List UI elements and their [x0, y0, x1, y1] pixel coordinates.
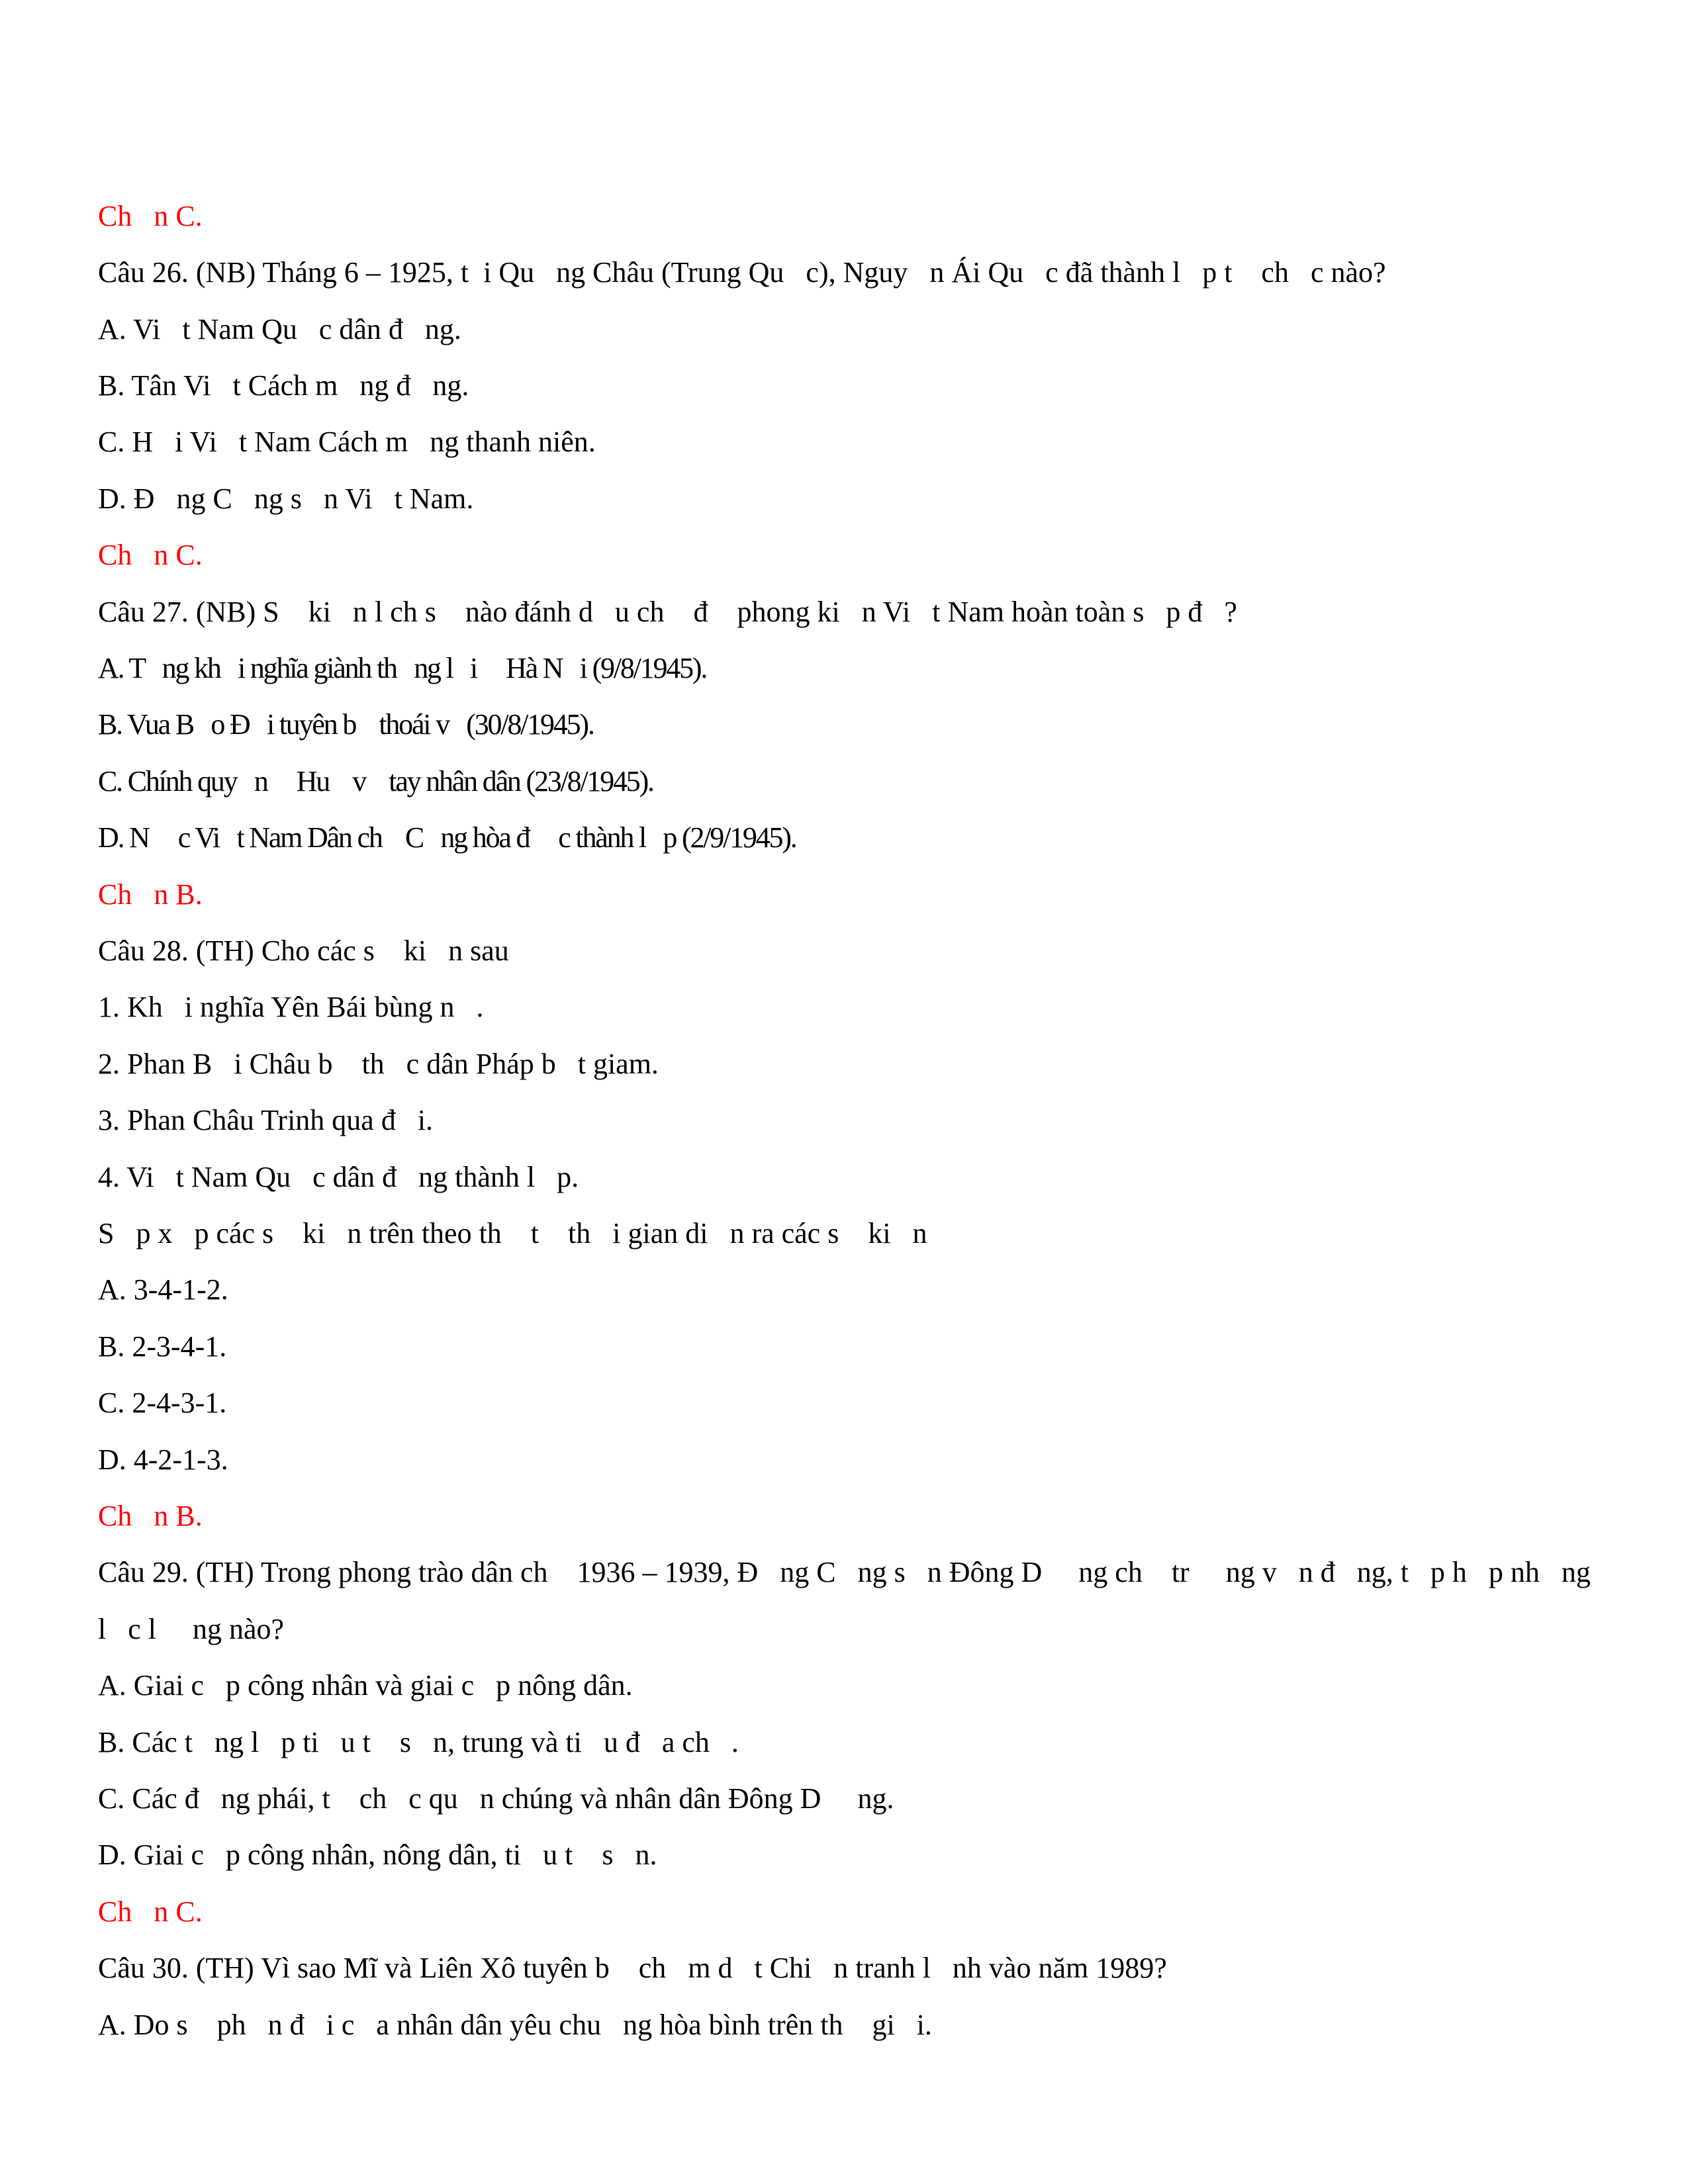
option-26-b: B. Tân Vi t Cách m ng đ ng. — [98, 369, 469, 402]
event-item-3: 3. Phan Châu Trinh qua đ i. — [98, 1104, 434, 1136]
option-30-a: A. Do s ph n đ i c a nhân dân yêu chu ng hòa bình trên th gi i. — [98, 2009, 932, 2041]
question-26: Câu 26. (NB) Tháng 6 – 1925, t i Qu ng Châu (Trung Qu c), Nguy n Ái Qu c đã thành l p t ch c nào? — [98, 256, 1386, 289]
question-27: Câu 27. (NB) S ki n l ch s nào đánh d u ch đ phong ki n Vi t Nam hoàn toàn s p đ ? — [98, 596, 1237, 628]
question-29: Câu 29. (TH) Trong phong trào dân ch 1936 – 1939, Đ ng C ng s n Đông D ng ch tr ng v n đ ng, t p h p nh ng — [98, 1556, 1591, 1588]
option-26-d: D. Đ ng C ng s n Vi t Nam. — [98, 482, 474, 515]
event-item-2: 2. Phan B i Châu b th c dân Pháp b t giam. — [98, 1048, 659, 1080]
option-27-b: B. Vua B o Đ i tuyên b thoái v (30/8/1945). — [98, 708, 594, 741]
option-28-d: D. 4-2-1-3. — [98, 1443, 228, 1476]
option-26-c: C. H i Vi t Nam Cách m ng thanh niên. — [98, 426, 596, 458]
option-28-a: A. 3-4-1-2. — [98, 1273, 228, 1306]
answer-line-q25: Ch n C. — [98, 200, 203, 232]
answer-line-q27: Ch n B. — [98, 878, 203, 911]
option-26-a: A. Vi t Nam Qu c dân đ ng. — [98, 313, 461, 345]
question-30: Câu 30. (TH) Vì sao Mĩ và Liên Xô tuyên b ch m d t Chi n tranh l nh vào năm 1989? — [98, 1952, 1167, 1984]
option-29-c: C. Các đ ng phái, t ch c qu n chúng và nhân dân Đông D ng. — [98, 1782, 894, 1815]
option-29-a: A. Giai c p công nhân và giai c p nông dân. — [98, 1669, 633, 1702]
question-28-instruction: S p x p các s ki n trên theo th t th i gian di n ra các s ki n — [98, 1217, 927, 1250]
answer-line-q28: Ch n B. — [98, 1500, 203, 1532]
option-28-c: C. 2-4-3-1. — [98, 1387, 227, 1419]
option-29-b: B. Các t ng l p ti u t s n, trung và ti u đ a ch . — [98, 1726, 739, 1758]
event-item-1: 1. Kh i nghĩa Yên Bái bùng n . — [98, 991, 484, 1023]
answer-line-q29: Ch n C. — [98, 1895, 203, 1928]
option-27-d: D. N c Vi t Nam Dân ch C ng hòa đ c thành l p (2/9/1945). — [98, 821, 796, 854]
event-item-4: 4. Vi t Nam Qu c dân đ ng thành l p. — [98, 1161, 579, 1193]
question-29-continued: l c l ng nào? — [98, 1613, 285, 1645]
question-28: Câu 28. (TH) Cho các s ki n sau — [98, 934, 509, 967]
option-27-a: A. T ng kh i nghĩa giành th ng l i Hà N i (9/8/1945). — [98, 652, 707, 684]
option-29-d: D. Giai c p công nhân, nông dân, ti u t s n. — [98, 1839, 657, 1871]
option-27-c: C. Chính quy n Hu v tay nhân dân (23/8/1945). — [98, 765, 653, 797]
answer-line-q26: Ch n C. — [98, 539, 203, 571]
option-28-b: B. 2-3-4-1. — [98, 1330, 227, 1363]
